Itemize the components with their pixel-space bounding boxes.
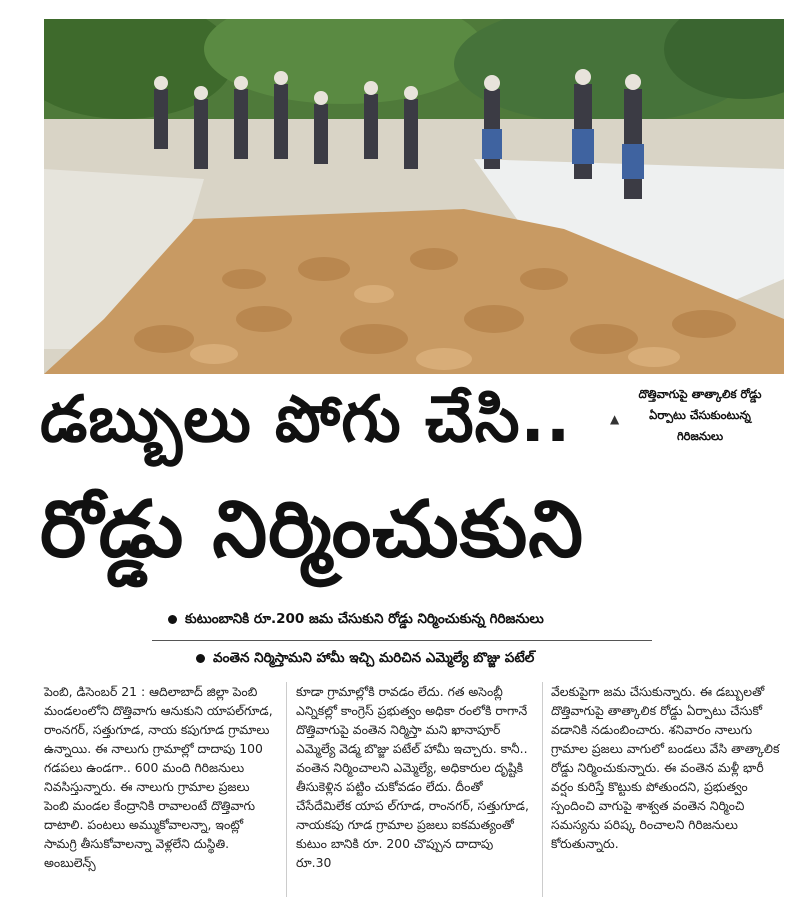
photo-caption xyxy=(612,384,788,447)
caption-line: దొత్తివాగుపై తాత్కాలిక రోడ్డు xyxy=(638,387,762,401)
article-paragraph: పెంబి, డిసెంబర్ 21 : ఆదిలాబాద్ జిల్లా పెంబి మండలంలోని దొత్తివాగు ఆనుకుని యాపల్‌గూడ, రాంనగర్, సత్తుగూడ, నాయ కపుగూడ గ్రామాలు ఉన్నాయి. ఈ నాలుగు గ్రామాల్లో దాదాపు 100 గడపలు ఉండగా.. 600 మంది గిరిజనులు నివసిస్తున్నారు. ఈ నాలుగు గ్రామాల ప్రజలు పెంబి మండల కేంద్రానికి రావాలంటే దొత్తివాగు దాటాలి. పంటలు అమ్ముకోవాలన్నా, ఇంట్లో సామగ్రి తీసుకోవాలన్నా వెళ్లలేని దుస్థితి. అంబులెన్స్ xyxy=(44,684,273,870)
sub-headline-text: కుటుంబానికి రూ.200 జమ చేసుకుని రోడ్డు నిర్మించుకున్న గిరిజనులు xyxy=(185,611,544,627)
news-photo xyxy=(44,19,784,374)
article-paragraph: వేలకుపైగా జమ చేసుకున్నారు. ఈ డబ్బులతో దొత్తివాగుపై తాత్కాలిక రోడ్డు ఏర్పాటు చేసుకో వడానికి నడుంబించారు. శనివారం నాలుగు గ్రామాల ప్రజలు వాగులో బండలు వేసి తాత్కాలిక రోడ్డు నిర్మించుకున్నారు. ఈ వంతెన మళ్లీ భారీ వర్షం కురిస్తే కొట్టుకు పోతుందని, ప్రభుత్వం స్పందించి వాగుపై శాశ్వత వంతెన నిర్మించి సమస్యను పరిష్క రించాలని గిరిజనులు కోరుతున్నారు. xyxy=(551,684,780,851)
article-column-2 xyxy=(296,682,532,872)
headline-line-1: డబ్బులు పోగు చేసి.. xyxy=(40,383,572,457)
sub-headline-1 xyxy=(168,611,544,630)
headline-line-2: రోడ్డు నిర్మించుకుని xyxy=(40,485,585,575)
caption-pointer-icon: ▲ xyxy=(610,412,620,426)
photo-illustration xyxy=(44,19,784,374)
divider xyxy=(152,640,652,641)
sub-headline-2 xyxy=(196,650,534,669)
sub-headline-text: వంతెన నిర్మిస్తామని హామీ ఇచ్చి మరిచిన ఎమ్మెల్యే బొజ్జు పటేల్ xyxy=(213,650,535,666)
bullet-icon xyxy=(196,654,205,663)
article-column-3 xyxy=(551,682,787,853)
caption-line: ఏర్పాటు చేసుకుంటున్న xyxy=(649,408,751,422)
caption-line: గిరిజనులు xyxy=(676,429,724,443)
bullet-icon xyxy=(168,615,177,624)
column-divider xyxy=(286,682,287,897)
article-paragraph: కూడా గ్రామాల్లోకి రావడం లేదు. గత అసెంబ్లీ ఎన్నికల్లో కాంగ్రెస్ ప్రభుత్వం అధికా రంలోకి రాగానే దొత్తివాగుపై వంతెన నిర్మిస్తా మని ఖానాపూర్ ఎమ్మెల్యే వెడ్మ బొజ్జు పటేల్ హామీ ఇచ్చారు. కానీ.. వంతెన నిర్మించాలని ఎమ్మెల్యే, అధికారుల దృష్టికి తీసుకెళ్లిన పట్టిం చుకోవడం లేదు. దీంతో చేసేదేమిలేక యాప ల్‌గూడ, రాంనగర్, సత్తుగూడ, నాయకపు గూడ గ్రామాల ప్రజలు ఐకమత్యంతో కుటుం బానికి రూ. 200 చొప్పున దాదాపు రూ.30 xyxy=(296,684,529,870)
column-divider xyxy=(542,682,543,897)
article-column-1 xyxy=(44,682,276,872)
